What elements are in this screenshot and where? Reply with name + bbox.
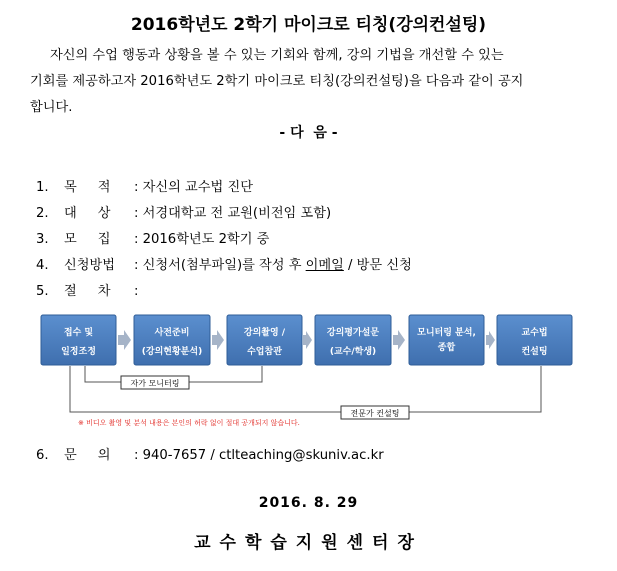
step-line-1: 강의촬영 / (243, 328, 286, 338)
apply-value-pre: : 신청서(첨부파일)를 작성 후 (134, 258, 306, 273)
item-label: 대 상 (64, 206, 111, 221)
item-value: : 2016학년도 2학기 중 (134, 232, 270, 247)
item-number: 4. (36, 258, 49, 273)
intro-line-1: 자신의 수업 행동과 상황을 볼 수 있는 기회와 함께, 강의 기법을 개선할 수 있는 (50, 48, 504, 63)
self-monitoring-label (121, 376, 189, 389)
step-line-1: 접수 및 (63, 328, 94, 338)
item-number: 2. (36, 206, 49, 221)
step-line-1: 사전준비 (154, 328, 190, 338)
section-heading: - 다 음 - (279, 125, 338, 141)
item-label: 목 적 (64, 180, 111, 195)
item-number: 5. (36, 284, 49, 299)
item-number: 1. (36, 180, 49, 195)
item-label: 신청방법 (64, 258, 115, 273)
intro-line-2: 기회를 제공하고자 2016학년도 2학기 마이크로 티칭(강의컨설팅)을 다음과 같이 공지 (30, 74, 524, 89)
step-line-2: (강의현황분석) (141, 347, 203, 357)
flow-arrow-icon (393, 330, 405, 350)
flow-step-5 (409, 315, 484, 365)
flow-arrow-icon (486, 331, 495, 349)
item-number: 6. (36, 448, 49, 463)
step-line-1: 모니터링 분석, (417, 328, 476, 338)
step-line-1: 교수법 (521, 328, 548, 338)
apply-value-post: / 방문 신청 (343, 258, 412, 273)
flow-step-2 (134, 315, 210, 365)
flow-arrow-icon (118, 330, 131, 350)
item-value: : 자신의 교수법 진단 (134, 180, 253, 195)
expert-consulting-text: 전문가 컨설팅 (350, 409, 400, 418)
email-link[interactable]: 이메일 (305, 258, 344, 273)
step-line-2: 종합 (437, 343, 456, 353)
item-label: 모 집 (64, 232, 111, 247)
intro-line-3: 합니다. (30, 100, 73, 115)
step-line-2: 수업참관 (247, 347, 282, 357)
flow-step-6 (497, 315, 572, 365)
document-date: 2016. 8. 29 (258, 495, 359, 511)
item-label: 절 차 (64, 284, 111, 299)
issuing-organization: 교수학습지원센터장 (194, 533, 423, 553)
item-contact (36, 444, 384, 463)
step-line-2: 컨설팅 (521, 347, 548, 357)
item-number: 3. (36, 232, 49, 247)
step-line-2: (교수/학생) (329, 347, 377, 357)
flow-step-4 (315, 315, 391, 365)
privacy-note: ※ 비디오 촬영 및 분석 내용은 본인의 허락 없이 절대 공개되지 않습니다. (78, 419, 300, 427)
flow-arrow-icon (212, 330, 224, 350)
item-value: : (134, 284, 139, 299)
expert-consulting-label (341, 406, 409, 419)
flow-step-3 (227, 315, 302, 365)
step-line-1: 강의평가설문 (326, 328, 380, 338)
self-monitoring-text: 자가 모니터링 (130, 379, 180, 388)
step-line-2: 일정조정 (61, 347, 96, 357)
flow-step-1 (41, 315, 116, 365)
item-value: : 서경대학교 전 교원(비전임 포함) (134, 206, 332, 221)
item-label: 문 의 (64, 448, 111, 463)
flow-arrow-icon (303, 331, 312, 349)
document-title: 2016학년도 2학기 마이크로 티칭(강의컨설팅) (130, 15, 487, 35)
contact-value[interactable]: : 940-7657 / ctlteaching@skuniv.ac.kr (134, 448, 384, 463)
